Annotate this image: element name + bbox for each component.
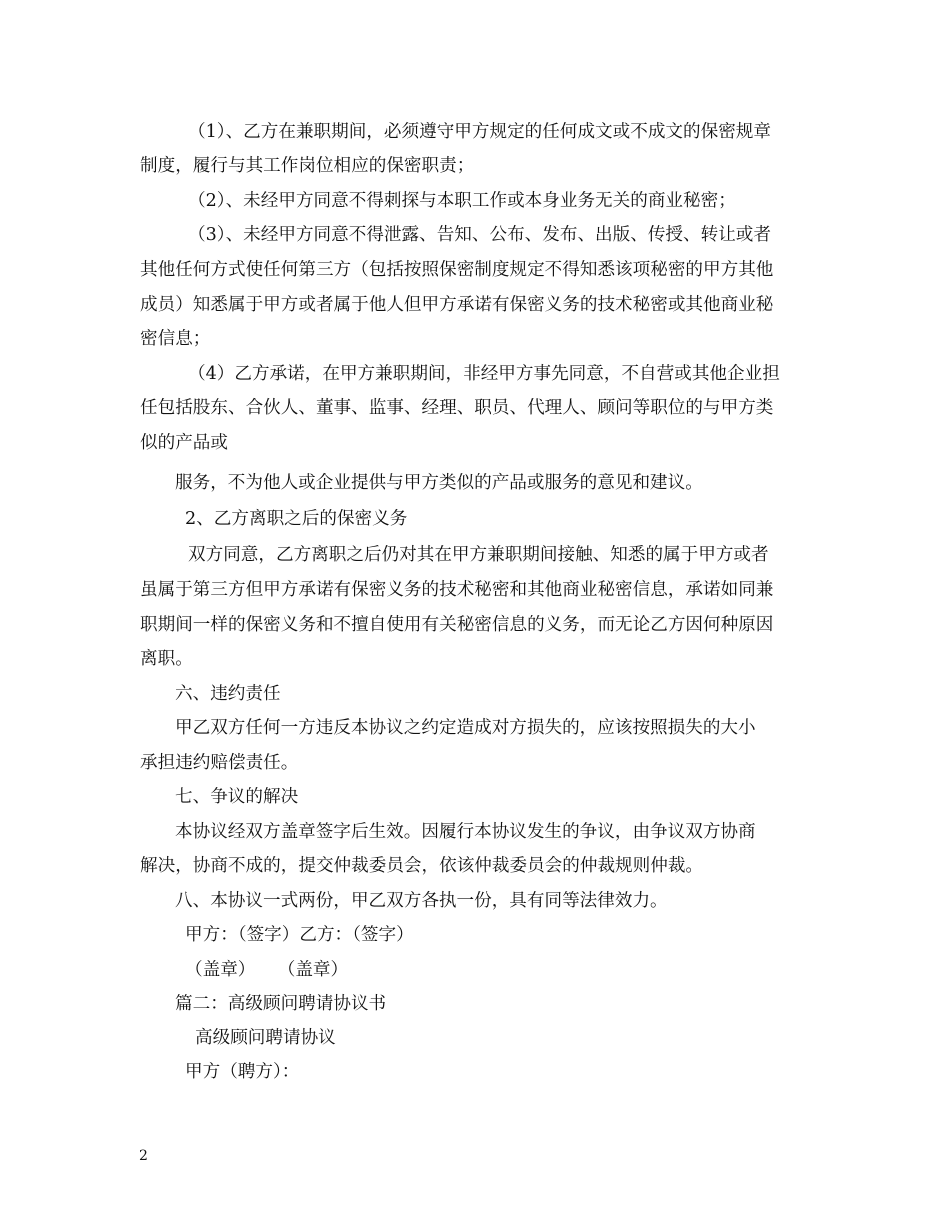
body-line: 密信息；: [140, 329, 211, 349]
signature-line: 甲方：（签字）乙方：（签字）: [185, 925, 414, 945]
body-line: 离职。: [140, 649, 193, 669]
section-heading: 六、违约责任: [175, 684, 281, 704]
section-heading: 七、争议的解决: [175, 787, 299, 807]
body-line: 服务，不为他人或企业提供与甲方类似的产品或服务的意见和建议。: [175, 473, 703, 493]
body-line: 解决，协商不成的，提交仲裁委员会，依该仲裁委员会的仲裁规则仲裁。: [140, 856, 704, 876]
chapter-heading: 篇二：高级顾问聘请协议书: [175, 994, 387, 1014]
section-heading: 2、乙方离职之后的保密义务: [185, 509, 408, 529]
body-line: 成员）知悉属于甲方或者属于他人但甲方承诺有保密义务的技术秘密或其他商业秘: [140, 295, 774, 315]
body-line: 似的产品或: [140, 433, 228, 453]
body-line: （3）、未经甲方同意不得泄露、告知、公布、发布、出版、传授、转让或者: [188, 225, 771, 245]
section-heading: 八、本协议一式两份，甲乙双方各执一份，具有同等法律效力。: [175, 891, 668, 911]
body-line: 甲乙双方任何一方违反本协议之约定造成对方损失的，应该按照损失的大小: [175, 718, 756, 738]
body-line: 其他任何方式使任何第三方（包括按照保密制度规定不得知悉该项秘密的甲方其他: [140, 260, 774, 280]
body-line: （2）、未经甲方同意不得刺探与本职工作或本身业务无关的商业秘密；: [188, 191, 736, 211]
agreement-title: 高级顾问聘请协议: [195, 1028, 336, 1048]
body-line: 职期间一样的保密义务和不擅自使用有关秘密信息的义务，而无论乙方因何种原因: [140, 615, 774, 635]
page-number: 2: [139, 1148, 148, 1164]
body-line: 制度，履行与其工作岗位相应的保密职责；: [140, 156, 475, 176]
body-line: 双方同意，乙方离职之后仍对其在甲方兼职期间接触、知悉的属于甲方或者: [188, 545, 769, 565]
body-line: 本协议经双方盖章签字后生效。因履行本协议发生的争议，由争议双方协商: [175, 822, 756, 842]
body-line: 承担违约赔偿责任。: [140, 753, 299, 773]
party-a-line: 甲方（聘方）：: [185, 1062, 300, 1082]
body-line: 虽属于第三方但甲方承诺有保密义务的技术秘密和其他商业秘密信息，承诺如同兼: [140, 580, 774, 600]
body-line: （4）乙方承诺，在甲方兼职期间，非经甲方事先同意，不自营或其他企业担: [188, 364, 780, 384]
seal-line: （盖章） （盖章）: [185, 960, 349, 980]
body-line: （1）、乙方在兼职期间，必须遵守甲方规定的任何成文或不成文的保密规章: [188, 122, 771, 142]
body-line: 任包括股东、合伙人、董事、监事、经理、职员、代理人、顾问等职位的与甲方类: [140, 398, 774, 418]
